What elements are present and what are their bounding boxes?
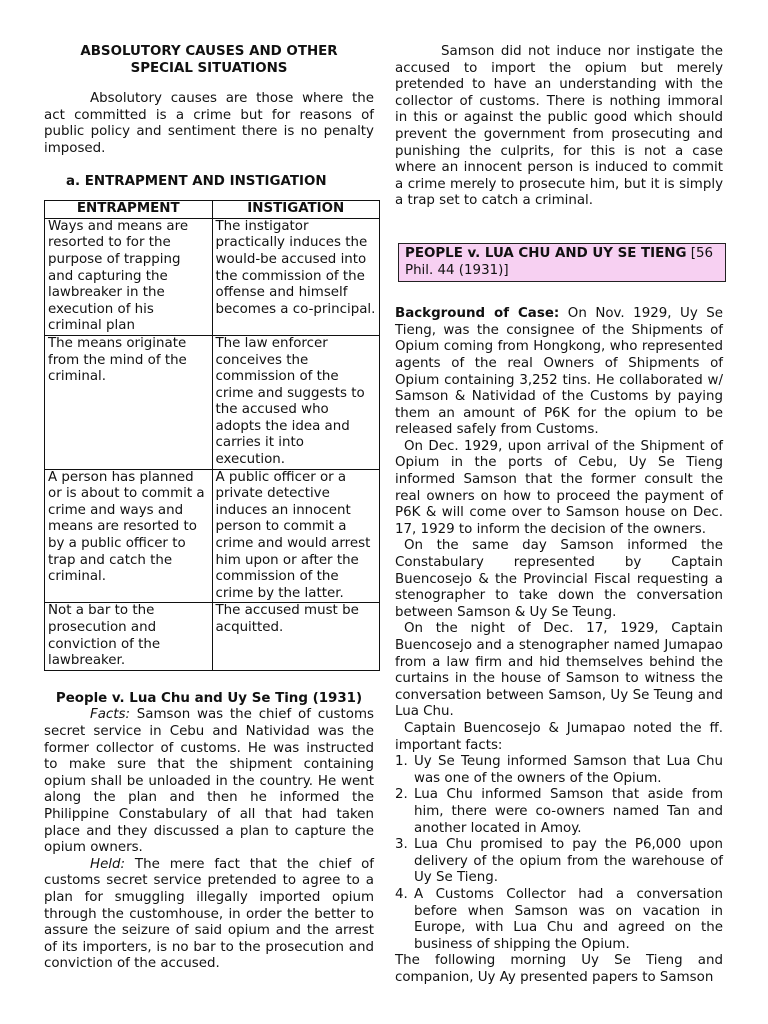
- background-label: Background of Case:: [395, 306, 560, 322]
- facts-label: Facts:: [90, 707, 131, 723]
- case-citation-reference: [56 Phil. 44 (1931)]: [405, 245, 714, 278]
- paragraph-noted-facts: Captain Buencosejo & Jumapao noted the ff. important facts:: [395, 720, 723, 753]
- background-paragraph: [395, 306, 723, 439]
- background-text: On Nov. 1929, Uy Se Tieng, was the consignee of the Shipments of Opium coming from Hongkong, who represented agents of the real Owners of Shipments of Opium containing 3,252 tins. He collaborated w/ Samson & Natividad of the Customs by paying them an amount of P6K for the opium to be released safely from Customs.: [395, 306, 723, 438]
- table-cell: The accused must be acquitted.: [212, 603, 380, 670]
- list-text: A Customs Collector had a conversation before when Samson was on vacation in Europe, with Lua Chu and agreed on the business of shipping the Opium.: [414, 886, 723, 952]
- table-cell: The means originate from the mind of the criminal.: [45, 335, 213, 469]
- table-row: [45, 335, 380, 469]
- table-cell: The law enforcer conceives the commission of the crime and suggests to the accused who adopts the idea and carries it into execution.: [212, 335, 380, 469]
- comparison-table: [44, 200, 380, 671]
- held-label: Held:: [90, 856, 126, 872]
- list-number: 1.: [395, 754, 408, 770]
- list-text: Uy Se Teung informed Samson that Lua Chu was one of the owners of the Opium.: [414, 754, 723, 786]
- left-column: [44, 44, 374, 973]
- document-title: [44, 44, 374, 77]
- table-cell: A person has planned or is about to commit a crime and ways and means are resorted to by a public officer to trap and catch the criminal.: [45, 469, 213, 603]
- paragraph-dec-arrival: On Dec. 1929, upon arrival of the Shipment of Opium in the ports of Cebu, Uy Se Tieng informed Samson that the former consult the real owners on how to proceed the payment of P6K & will come over to Samson house on Dec. 17, 1929 to inform the decision of the owners.: [395, 438, 723, 537]
- table-row: [45, 603, 380, 670]
- title-line-2: SPECIAL SITUATIONS: [130, 60, 288, 76]
- facts-paragraph: [44, 707, 374, 856]
- table-row: [45, 469, 380, 603]
- case-title: People v. Lua Chu and Uy Se Ting (1931): [55, 690, 363, 706]
- list-text: Lua Chu promised to pay the P6,000 upon delivery of the opium from the warehouse of Uy Se Tieng.: [414, 837, 723, 886]
- table-cell: The instigator practically induces the would-be accused into the commission of the offense and himself becomes a co-principal.: [212, 218, 380, 335]
- list-number: 3.: [395, 837, 408, 853]
- intro-paragraph: Absolutory causes are those where the act committed is a crime but for reasons of public policy and sentiment there is no penalty imposed.: [44, 91, 374, 156]
- table-row: [45, 218, 380, 335]
- list-item: [395, 887, 723, 953]
- held-text: The mere fact that the chief of customs secret service pretended to agree to a plan for smuggling illegally imported opium through the customhouse, in order the better to assure the seizure of said opium and the arrest of its importers, is no bar to the prosecution and conviction of the accused.: [44, 856, 374, 972]
- table-header-instigation: INSTIGATION: [212, 201, 380, 219]
- table-header-entrapment: ENTRAPMENT: [45, 201, 213, 219]
- paragraph-night-dec-17: On the night of Dec. 17, 1929, Captain Buencosejo and a stenographer named Jumapao from a law firm and hid themselves behind the curtains in the house of Samson to witness the conversation between Samson, Uy Se Teung and Lua Chu.: [395, 621, 723, 720]
- table-cell: Not a bar to the prosecution and conviction of the lawbreaker.: [45, 603, 213, 670]
- list-number: 4.: [395, 886, 408, 902]
- facts-list: [395, 754, 723, 953]
- section-heading: [44, 174, 374, 191]
- case-citation-title: PEOPLE v. LUA CHU AND UY SE TIENG: [405, 245, 687, 261]
- facts-text: Samson was the chief of customs secret service in Cebu and Natividad was the former collector of customs. He was instructed to make sure that the shipment containing opium shall be unloaded in the country. He went along the plan and then he informed the Philippine Constabulary of all that had taken place and they discussed a plan to capture the opium owners.: [44, 707, 374, 856]
- title-line-1: ABSOLUTORY CAUSES AND OTHER: [80, 44, 338, 59]
- list-item: [395, 837, 723, 887]
- right-column: [395, 44, 723, 986]
- list-number: 2.: [395, 787, 408, 803]
- reasoning-paragraph: Samson did not induce nor instigate the accused to import the opium but merely pretended to have an understanding with the collector of customs. There is nothing immoral in this or against the public good which should prevent the government from prosecuting and punishing the culprits, for this is not a case where an innocent person is induced to commit a crime merely to prosecute him, but it is simply a trap set to catch a criminal.: [395, 44, 723, 209]
- table-cell: Ways and means are resorted to for the purpose of trapping and capturing the lawbreaker in the execution of his criminal plan: [45, 218, 213, 335]
- paragraph-following-morning: The following morning Uy Se Tieng and companion, Uy Ay presented papers to Samson: [395, 953, 723, 985]
- list-item: [395, 754, 723, 787]
- case-citation-box: [398, 243, 726, 282]
- table-cell: A public officer or a private detective induces an innocent person to commit a crime and would arrest him upon or after the commission of the crime by the latter.: [212, 469, 380, 603]
- list-text: Lua Chu informed Samson that aside from him, there were co-owners named Tan and another located in Amoy.: [414, 787, 723, 836]
- list-item: [395, 787, 723, 837]
- section-heading-text: a. ENTRAPMENT AND INSTIGATION: [66, 173, 327, 189]
- held-paragraph: [44, 857, 374, 973]
- paragraph-same-day: On the same day Samson informed the Constabulary represented by Captain Buencosejo & the Provincial Fiscal requesting a stenographer to take down the conversation between Samson & Uy Se Teung.: [395, 538, 723, 620]
